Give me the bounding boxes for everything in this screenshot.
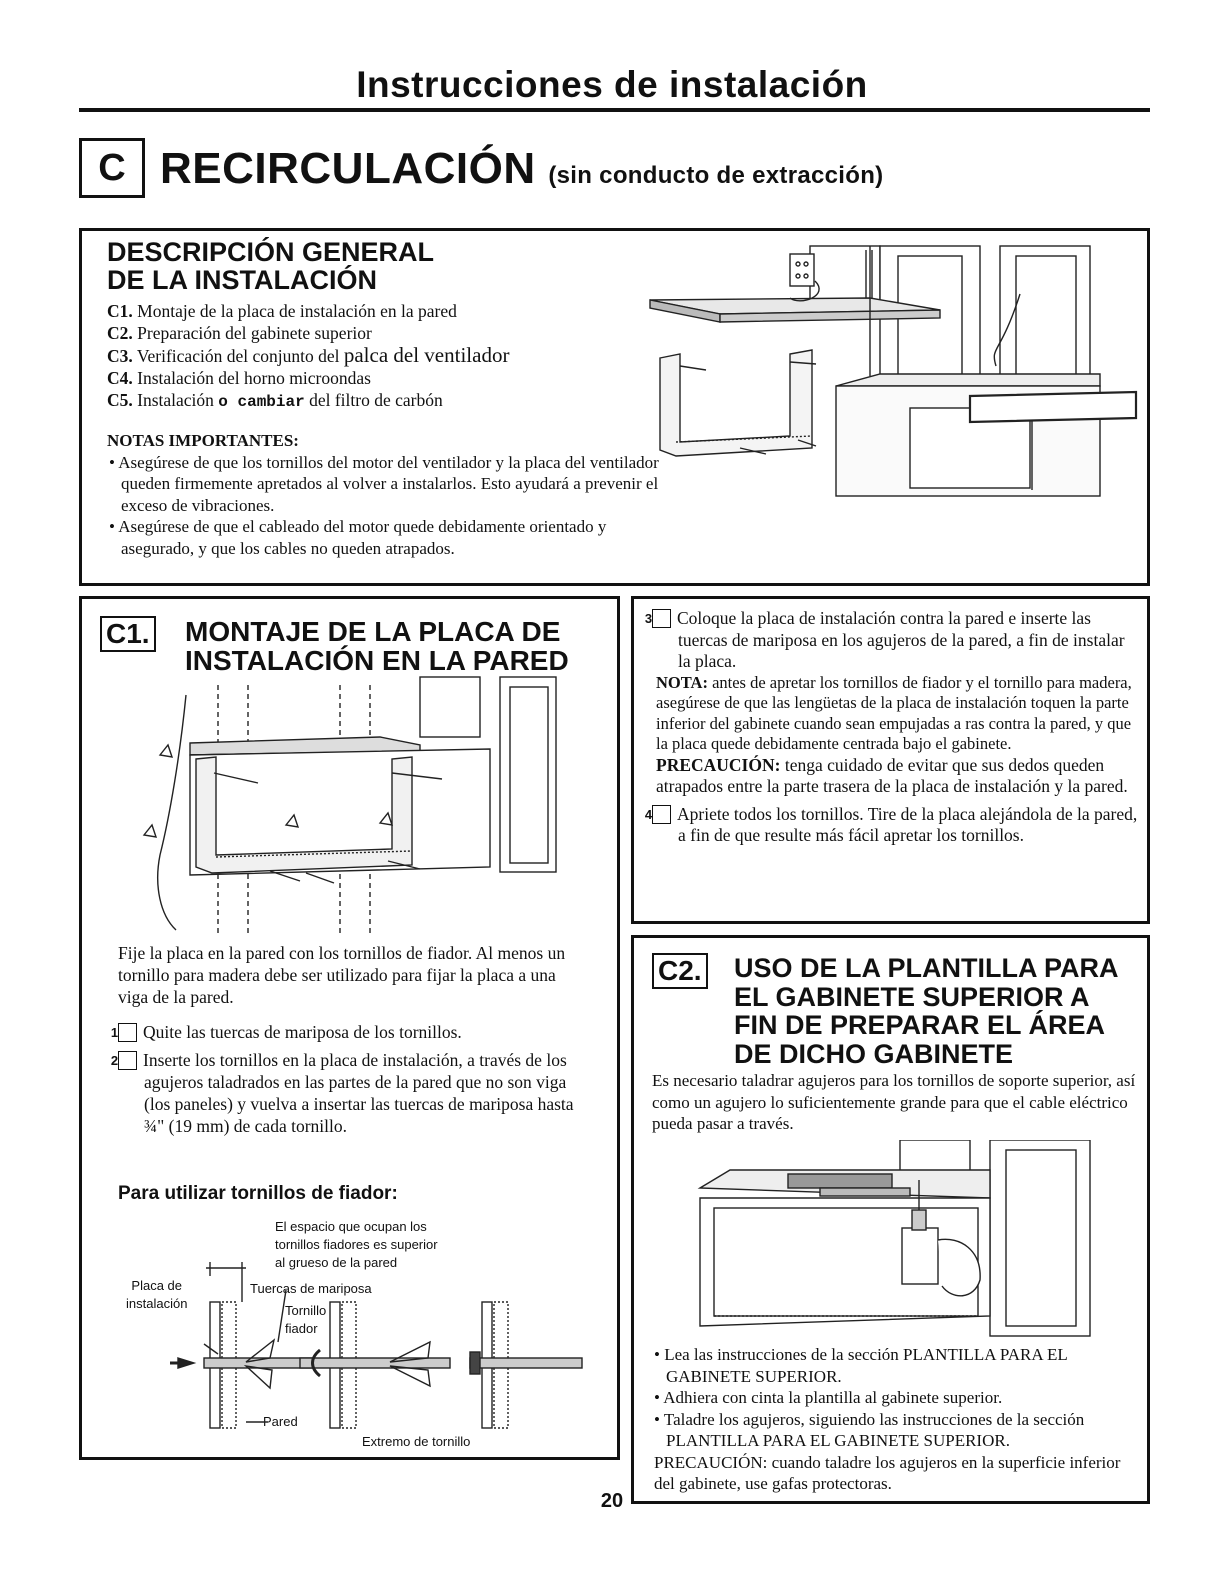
note-item: • Asegúrese de que los tornillos del motor del ventilador y la placa del ventilador queden firmemente apretados al volver a instalarlos. Esto ayudará a prevenir el exceso de vibraciones. xyxy=(109,452,659,515)
overview-heading-line2: DE LA INSTALACIÓN xyxy=(107,265,377,295)
overview-item: C3. Verificación del conjunto del palca del ventilador xyxy=(107,343,510,367)
c1-heading-text: MONTAJE DE LA PLACA DE INSTALACIÓN EN LA PARED xyxy=(185,616,569,676)
label-wing-nuts: Tuercas de mariposa xyxy=(250,1281,372,1296)
c2-bullet: • Lea las instrucciones de la sección PLANTILLA PARA EL GABINETE SUPERIOR. xyxy=(654,1345,1068,1386)
label-bolt: Tornillo fiador xyxy=(285,1303,327,1336)
toggle-bolt-heading: Para utilizar tornillos de fiador: xyxy=(118,1183,398,1204)
c1-step-4: 4 Apriete todos los tornillos. Tire de la placa alejándola de la pared, a fin de que resulte más fácil apretar los tornillos. xyxy=(644,803,1138,845)
overview-heading-line1: DESCRIPCIÓN GENERAL xyxy=(107,237,435,267)
c2-bullet: • Adhiera con cinta la plantilla al gabinete superior. xyxy=(654,1388,1003,1407)
overview-item: C1. Montaje de la placa de instalación en la pared xyxy=(107,301,457,321)
overview-item: C5. Instalación o cambiar del filtro de carbón xyxy=(107,390,443,411)
overview-item: C2. Preparación del gabinete superior xyxy=(107,323,372,343)
c1-note: NOTA: antes de apretar los tornillos de fiador y el tornillo para madera, asegúrese de que las lengüetas de la placa de instalación toquen la parte inferior del gabinete cuando sean empujadas a ras contra la pared, y que la placa quede debidamente centrada bajo el gabinete. xyxy=(656,672,1132,753)
c2-bullets xyxy=(652,1344,1142,1495)
c1-intro: Fije la placa en la pared con los tornillos de fiador. Al menos un tornillo para madera debe ser utilizado para fijar la placa a una viga de la pared. xyxy=(118,943,566,1007)
notes-block xyxy=(107,430,663,559)
c2-heading-text: USO DE LA PLANTILLA PARA EL GABINETE SUPERIOR A FIN DE PREPARAR EL ÁREA DE DICHO GABINETE xyxy=(734,953,1119,1069)
c1-step-3: 3 Coloque la placa de instalación contra la pared e inserte las tuercas de mariposa en los agujeros de la pared, a fin de instalar la placa. xyxy=(644,608,1125,671)
overview-item: C4. Instalación del horno microondas xyxy=(107,368,371,388)
c2-heading xyxy=(652,953,708,989)
c2-bullet: • Taladre los agujeros, siguiendo las instrucciones de la sección PLANTILLA PARA EL GABINETE SUPERIOR. xyxy=(654,1409,1085,1450)
c2-caution: PRECAUCIÓN: cuando taladre los agujeros en la superficie inferior del gabinete, use gafas protectoras. xyxy=(654,1452,1121,1493)
section-subtitle: (sin conducto de extracción) xyxy=(548,162,884,189)
label-bolt-end: Extremo de tornillo xyxy=(362,1434,471,1449)
label-wall: Pared xyxy=(263,1414,298,1429)
section-letter-box: C xyxy=(79,138,145,198)
page-number: 20 xyxy=(600,1490,624,1512)
page-title: Instrucciones de instalación xyxy=(356,64,868,105)
label-space: El espacio que ocupan los tornillos fiadores es superior al grueso de la pared xyxy=(275,1219,438,1270)
overview-illustration xyxy=(640,236,1140,576)
label-plate: Placa de instalación xyxy=(126,1278,188,1311)
title-rule xyxy=(79,108,1150,112)
overview-list xyxy=(107,300,647,413)
c1-step-2: 2 Inserte los tornillos en la placa de instalación, a través de los agujeros taladrados en las partes de la pared que no son viga (los paneles) y vuelva a insertar las tuercas de mariposa hasta ¾" (19 mm) de cada tornillo. xyxy=(110,1050,574,1136)
section-title: RECIRCULACIÓN xyxy=(160,144,536,193)
overview-heading xyxy=(107,238,434,294)
c1-caution: PRECAUCIÓN: tenga cuidado de evitar que sus dedos queden atrapados entre la parte trasera de la placa de instalación y la pared. xyxy=(656,754,1128,796)
c1-tag: C1. xyxy=(100,616,156,652)
c2-intro: Es necesario taladrar agujeros para los tornillos de soporte superior, así como un agujero lo suficientemente grande para que el cable eléctrico pueda pasar a través. xyxy=(652,1071,1136,1133)
c1-cont-body xyxy=(644,608,1140,847)
c1-steps xyxy=(110,1021,588,1137)
note-item: • Asegúrese de que el cableado del motor quede debidamente orientado y asegurado, y que los cables no queden atrapados. xyxy=(109,517,607,558)
notes-heading: NOTAS IMPORTANTES: xyxy=(107,431,299,450)
c1-heading xyxy=(100,616,156,652)
c2-tag: C2. xyxy=(652,953,708,989)
section-heading xyxy=(160,144,883,194)
c2-drill-illustration xyxy=(690,1140,1100,1340)
toggle-bolt-diagram xyxy=(170,1262,590,1442)
c1-step-1: 1 Quite las tuercas de mariposa de los tornillos. xyxy=(110,1022,462,1042)
c1-mount-illustration xyxy=(130,675,570,935)
